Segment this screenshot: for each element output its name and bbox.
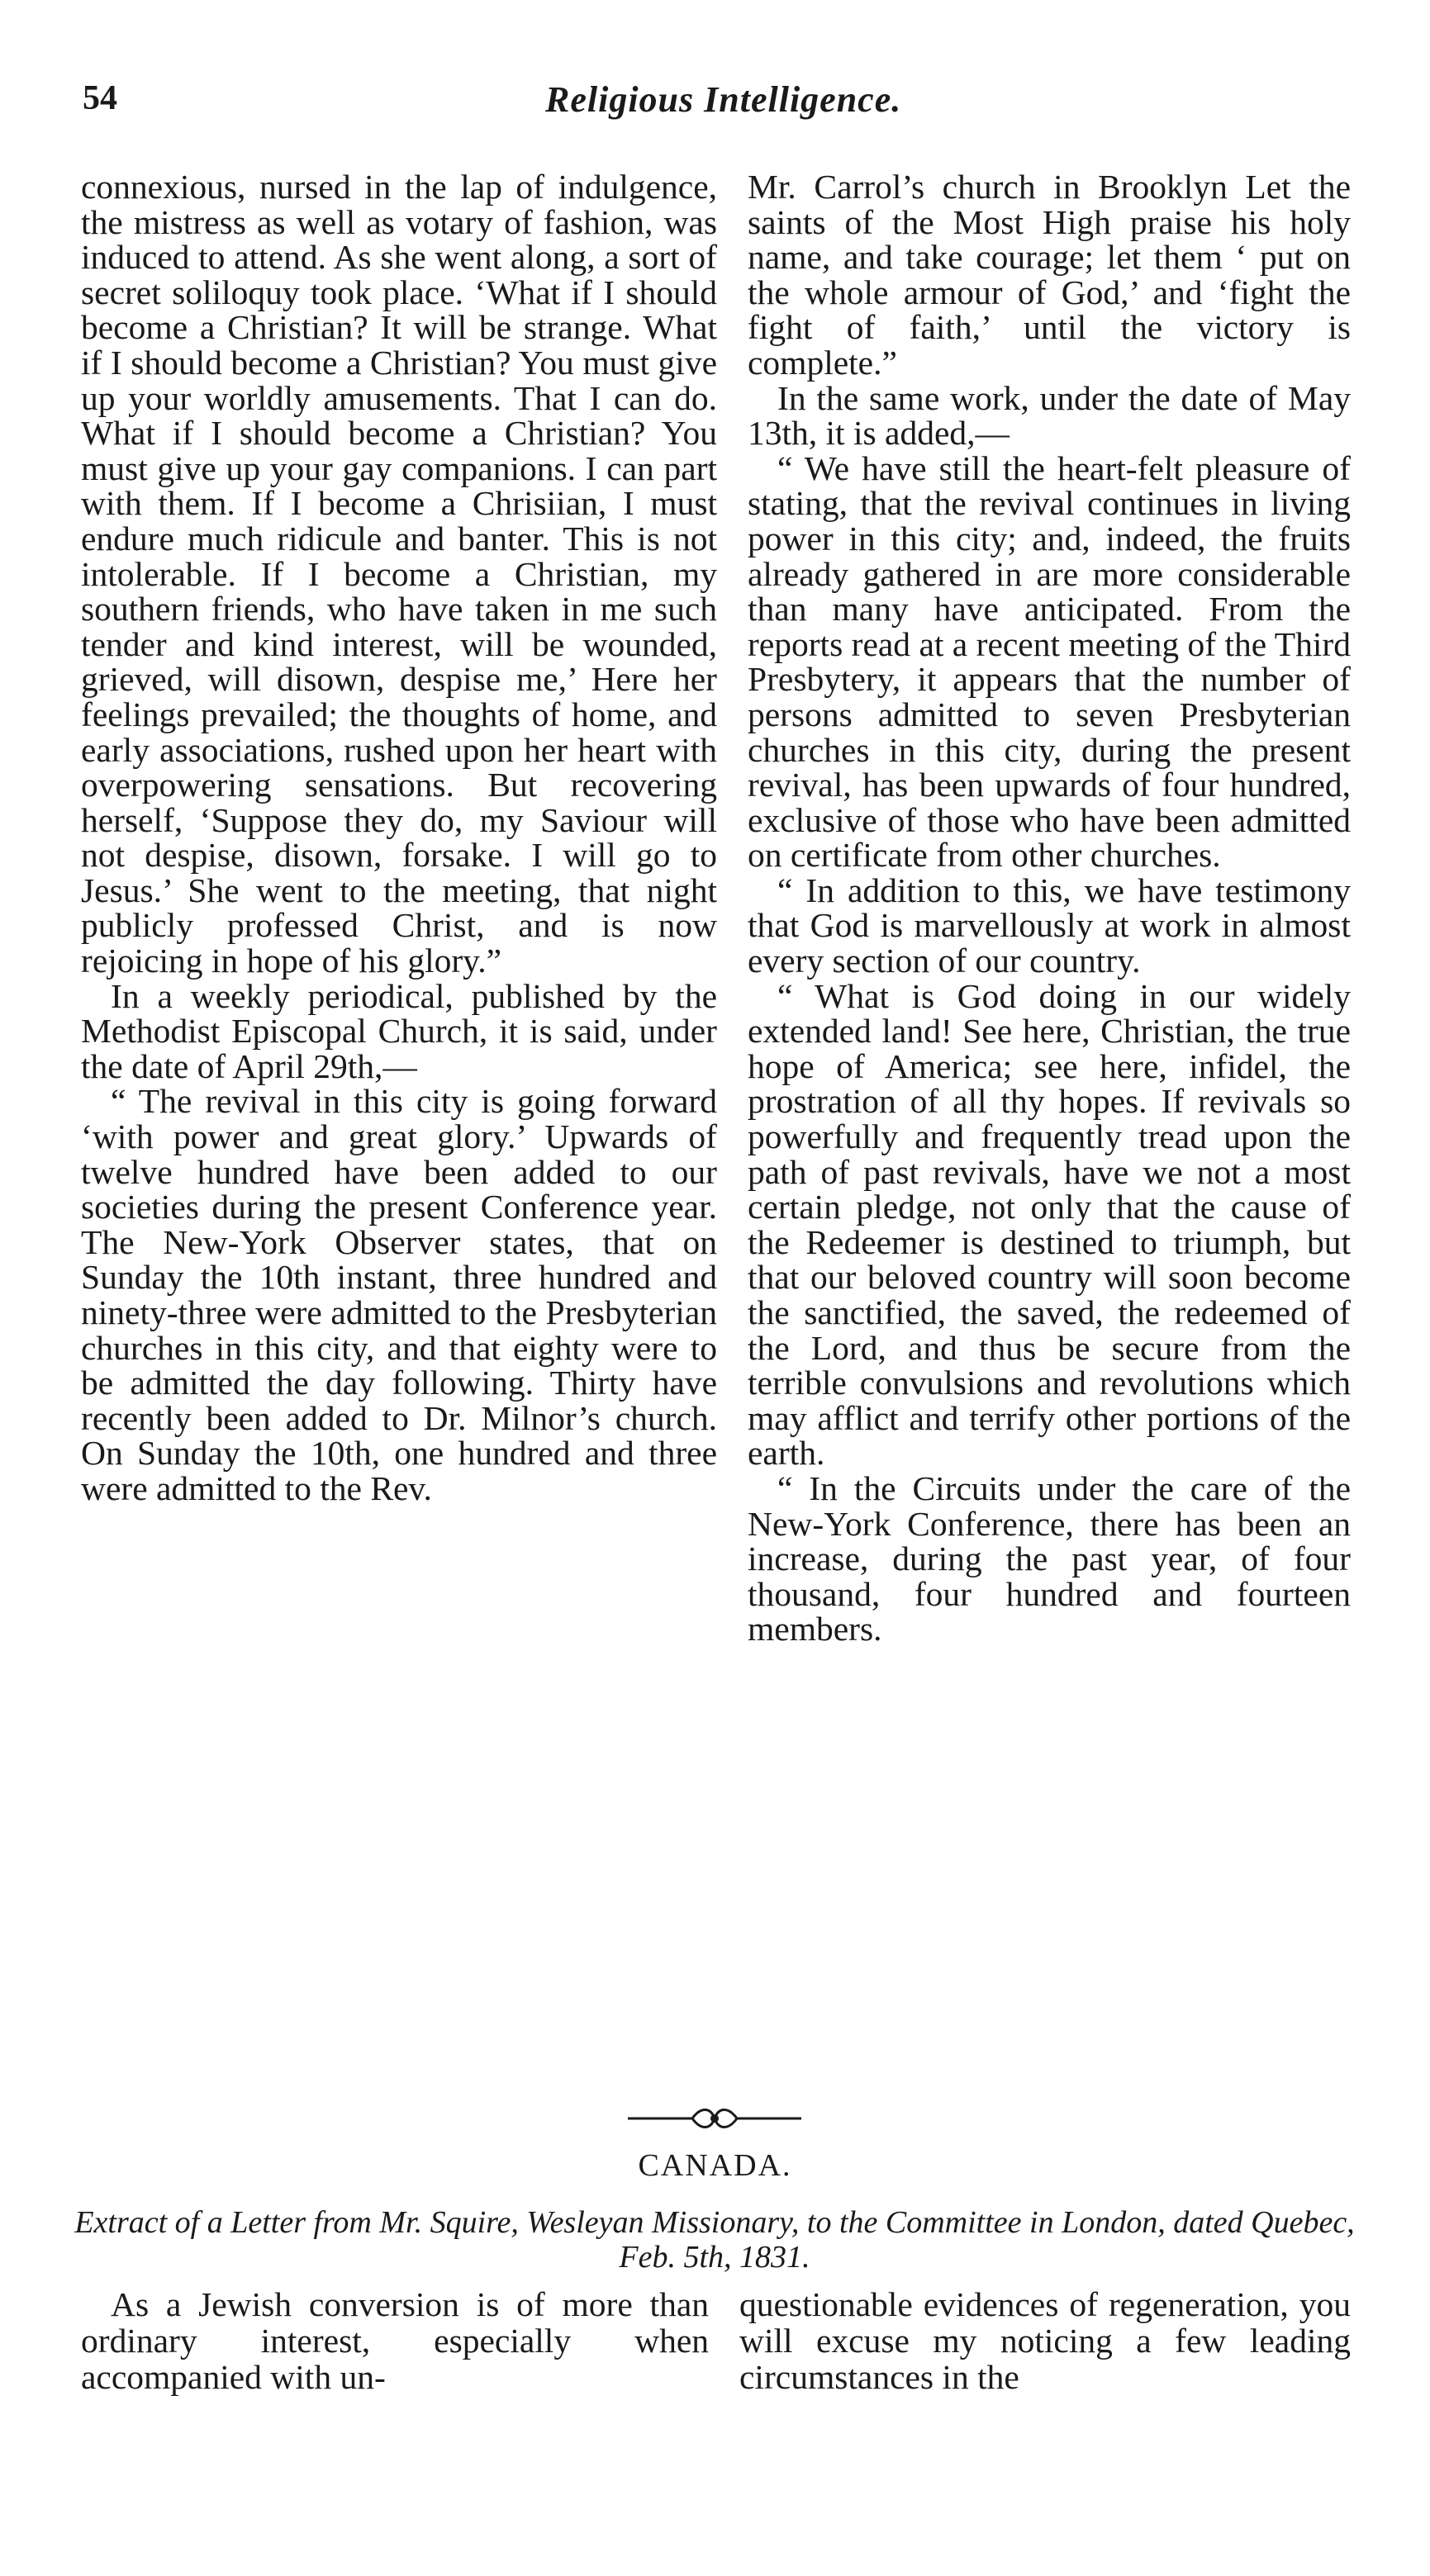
left-paragraph-1: connexious, nursed in the lap of indulgence, the mistress as well as votary of fashion, was induced to attend. As she went along, a sort of secret soliloquy took place. ‘What if I should become a Christian? It will be strange. What if I should become a Christian? You must give up your worldly amusements. That I can do. What if I should become a Christian? You must give up your gay companions. I can part with them. If I become a Chrisiian, I must endure much ridicule and banter. This is not intolerable. If I become a Christian, my southern friends, who have taken in me such tender and kind interest, will be wounded, grieved, will disown, despise me,’ Here her feelings prevailed; the thoughts of home, and early associations, rushed upon her heart with overpowering sensations. But recovering herself, ‘Suppose they do, my Saviour will not despise, disown, forsake. I will go to Jesus.’ She went to the meeting, that night publicly professed Christ, and is now rejoicing in hope of his glory.” — [81, 168, 717, 980]
left-paragraph-3: “ The revival in this city is going forward ‘with power and great glory.’ Upwards of twelve hundred have been added to our societies during the present Conference year. The New-York Observer states, that on Sunday the 10th instant, three hundred and ninety-three were admitted to the Presbyterian churches in this city, and that eighty were to be admitted the day following. Thirty have recently been added to Dr. Milnor’s church. On Sunday the 10th, one hundred and three were admitted to the Rev. — [81, 1082, 717, 1507]
letter-caption: Extract of a Letter from Mr. Squire, Wesleyan Missionary, to the Committee in London, dated Quebec, Feb. 5th, 1831. — [74, 2205, 1355, 2275]
section-divider-ornament — [628, 2102, 801, 2135]
right-paragraph-4: “ In addition to this, we have testimony that God is marvellously at work in almost every section of our country. — [748, 871, 1351, 980]
right-paragraph-1: Mr. Carrol’s church in Brooklyn Let the saints of the Most High praise his holy name, and take courage; let them ‘ put on the whole armour of God,’ and ‘fight the fight of faith,’ until the victory is complete.” — [748, 168, 1351, 382]
bottom-right-paragraph: questionable evidences of regeneration, you will excuse my noticing a few leading circumstances in the — [739, 2285, 1351, 2396]
running-title: Religious Intelligence. — [545, 79, 902, 120]
bottom-left-paragraph: As a Jewish conversion is of more than ordinary interest, especially when accompanied with un- — [81, 2285, 709, 2396]
section-title: CANADA. — [638, 2148, 792, 2183]
page-number: 54 — [83, 79, 117, 117]
bottom-left-column — [81, 2286, 709, 2395]
left-paragraph-2: In a weekly periodical, published by the Methodist Episcopal Church, it is said, under the date of April 29th,— — [81, 976, 717, 1085]
right-paragraph-2: In the same work, under the date of May 13th, it is added,— — [748, 378, 1351, 453]
right-paragraph-6: “ In the Circuits under the care of the New-York Conference, there has been an increase, during the past year, of four thousand, four hundred and fourteen members. — [748, 1468, 1351, 1649]
page-header — [83, 78, 1347, 128]
bottom-right-column — [739, 2286, 1351, 2395]
right-paragraph-5: “ What is God doing in our widely extended land! See here, Christian, the true hope of America; see here, infidel, the prostration of all thy hopes. If revivals so powerfully and frequently tread upon the path of past revivals, have we not a most certain pledge, not only that the cause of the Redeemer is destined to triumph, but that our beloved country will soon become the sanctified, the saved, the redeemed of the Lord, and thus be secure from the terrible convulsions and revolutions which may afflict and terrify other portions of the earth. — [748, 976, 1351, 1473]
left-column — [81, 169, 717, 1506]
right-column — [748, 169, 1351, 1647]
right-paragraph-3: “ We have still the heart-felt pleasure of stating, that the revival continues in living power in this city; and, indeed, the fruits already gathered in are more considerable than many have anticipated. From the reports read at a recent meeting of the Third Presbytery, it appears that the number of persons admitted to seven Presbyterian churches in this city, during the present revival, has been upwards of four hundred, exclusive of those who have been admitted on certificate from other churches. — [748, 448, 1351, 875]
